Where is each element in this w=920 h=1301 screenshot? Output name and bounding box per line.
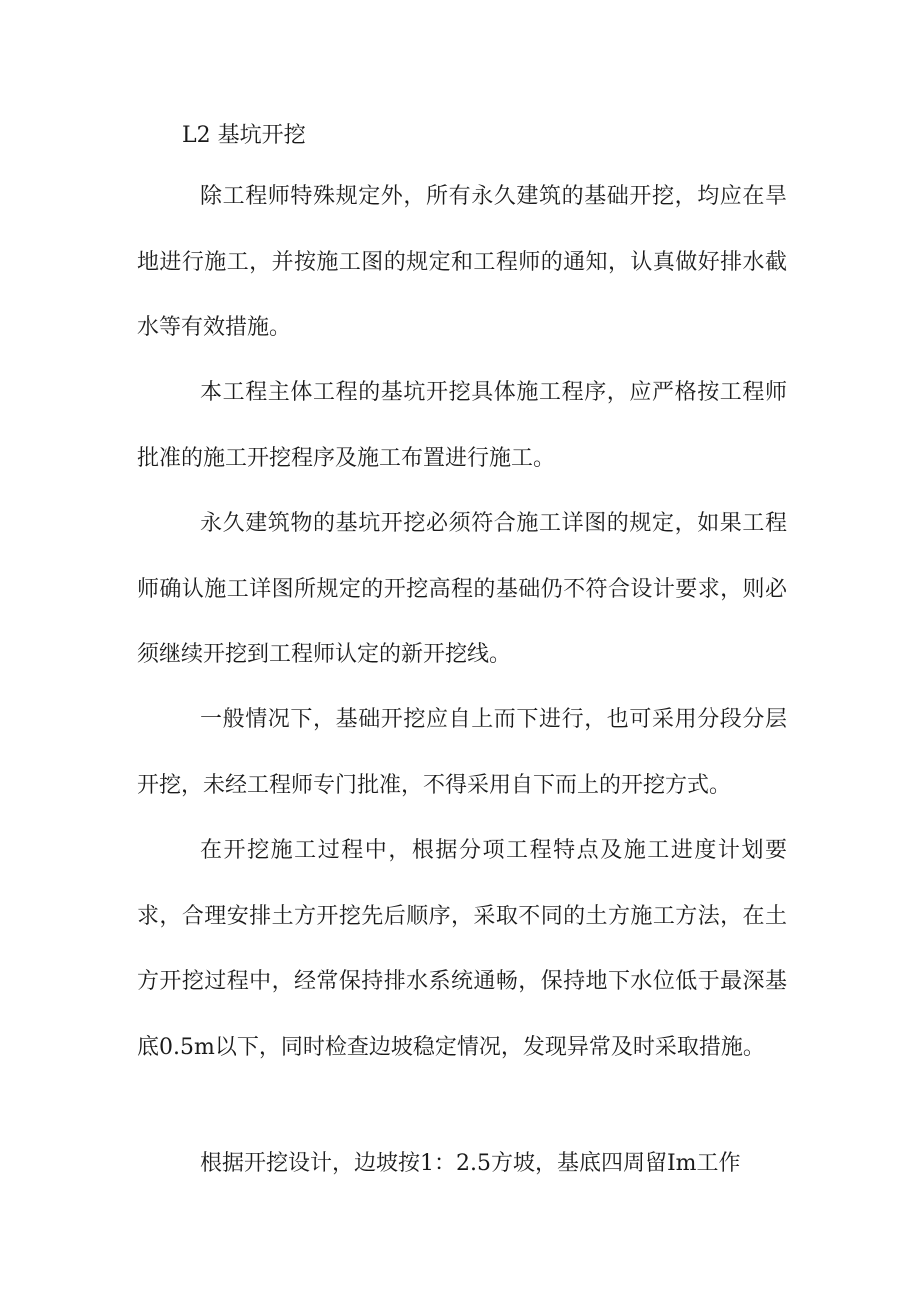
paragraph-6: 根据开挖设计，边坡按1：2.5方坡，基底四周留Im工作 — [200, 1151, 741, 1176]
paragraph-4: 一般情况下，基础开挖应自上而下进行，也可采用分段分层开挖，未经工程师专门批准，不得采用自下而上的开挖方式。 — [137, 707, 787, 798]
paragraph-5: 在开挖施工过程中，根据分项工程特点及施工进度计划要求，合理安排土方开挖先后顺序，采取不同的土方施工方法，在土方开挖过程中，经常保持排水系统通畅，保持地下水位低于最深基底0.5m以下，同时检查边坡稳定情况，发现异常及时采取措施。 — [137, 838, 787, 1060]
section-heading: L2 基坑开挖 — [182, 123, 306, 148]
paragraph-1: 除工程师特殊规定外，所有永久建筑的基础开挖，均应在旱地进行施工，并按施工图的规定和工程师的通知，认真做好排水截水等有效措施。 — [137, 184, 787, 340]
paragraph-2: 本工程主体工程的基坑开挖具体施工程序，应严格按工程师批准的施工开挖程序及施工布置进行施工。 — [137, 380, 787, 471]
paragraph-3: 永久建筑物的基坑开挖必须符合施工详图的规定，如果工程师确认施工详图所规定的开挖高程的基础仍不符合设计要求，则必须继续开挖到工程师认定的新开挖线。 — [137, 511, 787, 667]
